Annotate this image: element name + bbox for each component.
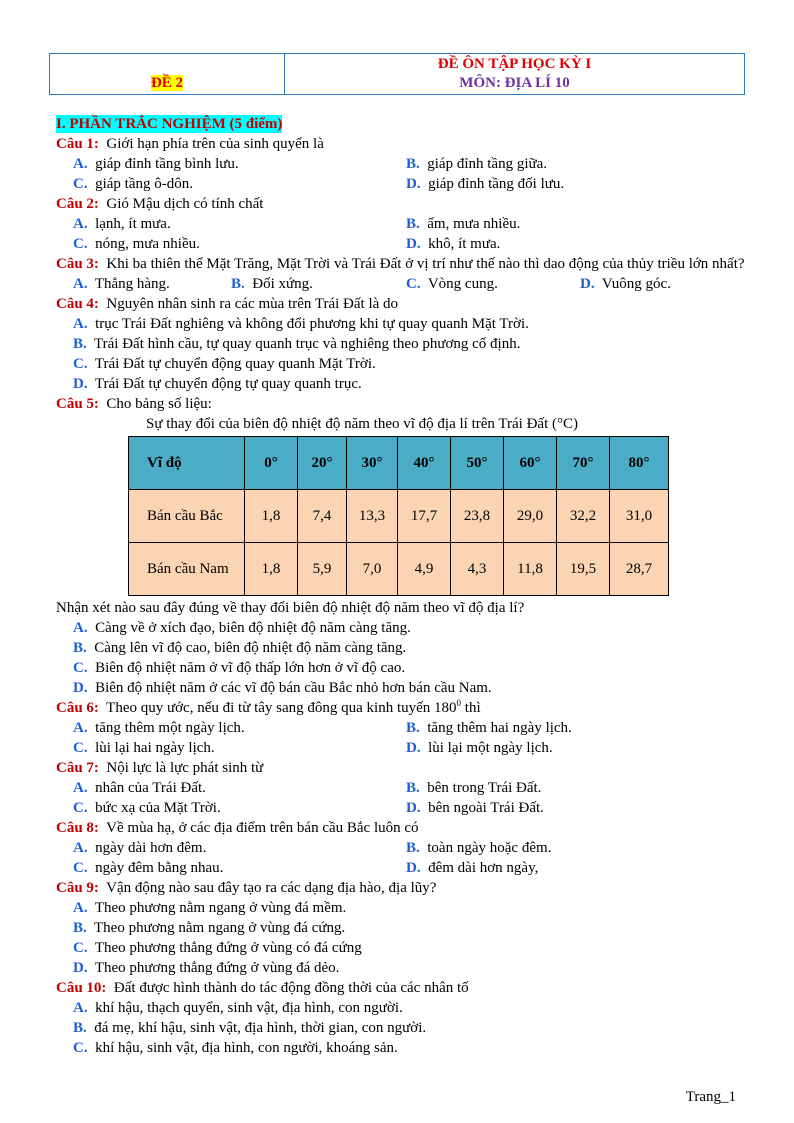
option-d[interactable]: D. bên ngoài Trái Đất. [406, 800, 544, 816]
table-cell: 28,7 [610, 543, 669, 596]
page-number: Trang_1 [685, 1089, 736, 1105]
table-cell: 11,8 [504, 543, 557, 596]
question-text: Cho bảng số liệu: [106, 396, 212, 412]
option-row [56, 858, 746, 878]
option-a[interactable]: A. tăng thêm một ngày lịch. [73, 720, 245, 736]
option-a[interactable]: A. khí hậu, thạch quyển, sinh vật, địa hình, con người. [73, 1000, 403, 1016]
table-row [129, 543, 669, 596]
table-cell: 4,9 [398, 543, 451, 596]
option-c[interactable]: C. ngày đêm bằng nhau. [73, 860, 224, 876]
option-row [56, 314, 746, 334]
table-caption: Sự thay đổi của biên độ nhiệt độ năm theo vĩ độ địa lí trên Trái Đất (°C) [146, 416, 578, 432]
option-a[interactable]: A. Càng về ở xích đạo, biên độ nhiệt độ năm càng tăng. [73, 620, 411, 636]
table-cell: 1,8 [245, 490, 298, 543]
question-text-end: thì [461, 700, 481, 716]
subject-title: MÔN: ĐỊA LÍ 10 [459, 75, 570, 91]
section-line [56, 114, 746, 134]
question-text: Vận động nào sau đây tạo ra các dạng địa hào, địa lũy? [106, 880, 437, 896]
table-cell: 31,0 [610, 490, 669, 543]
option-b[interactable]: B. đá mẹ, khí hậu, sinh vật, địa hình, thời gian, con người. [73, 1020, 427, 1036]
question-text: Về mùa hạ, ở các địa điểm trên bán cầu Bắc luôn có [106, 820, 419, 836]
question-label: Câu 5: [56, 396, 99, 412]
table-cell: 5,9 [298, 543, 347, 596]
option-row [56, 958, 746, 978]
question-1 [56, 134, 746, 154]
question-5 [56, 394, 746, 414]
option-row [56, 354, 746, 374]
question-text: Khi ba thiên thể Mặt Trăng, Mặt Trời và Trái Đất ở vị trí như thế nào thì dao động của thủy triều lớn nhất? [106, 256, 745, 272]
question-label: Câu 4: [56, 296, 99, 312]
table-cell: 13,3 [347, 490, 398, 543]
option-a[interactable]: A. Theo phương nằm ngang ở vùng đá mềm. [73, 900, 347, 916]
table-cell: 32,2 [557, 490, 610, 543]
table-cell: 19,5 [557, 543, 610, 596]
option-d[interactable]: D. khô, ít mưa. [406, 236, 501, 252]
exam-title: ĐỀ ÔN TẬP HỌC KỲ I [437, 56, 592, 72]
question-text: Gió Mậu dịch có tính chất [106, 196, 264, 212]
table-header-cell: 60° [504, 437, 557, 490]
option-b[interactable]: B. Trái Đất hình cầu, tự quay quanh trục và nghiêng theo phương cố định. [73, 336, 521, 352]
option-row [56, 918, 746, 938]
option-row [56, 678, 746, 698]
option-row [56, 798, 746, 818]
option-d[interactable]: D. Trái Đất tự chuyển động tự quay quanh trục. [73, 376, 362, 392]
table-header-cell: 80° [610, 437, 669, 490]
section-title: I. PHẦN TRẮC NGHIỆM (5 điểm) [56, 116, 283, 132]
question-label: Câu 8: [56, 820, 99, 836]
header-box [49, 53, 745, 95]
table-cell: 29,0 [504, 490, 557, 543]
option-row [56, 154, 746, 174]
option-row [56, 334, 746, 354]
question-10 [56, 978, 746, 998]
question-text: Nội lực là lực phát sinh từ [106, 760, 264, 776]
exam-code-cell [50, 54, 285, 94]
option-row [56, 778, 746, 798]
table-cell: 23,8 [451, 490, 504, 543]
table-header-cell: Vĩ độ [129, 437, 245, 490]
option-c[interactable]: C. khí hậu, sinh vật, địa hình, con người, khoáng sản. [73, 1040, 398, 1056]
option-b[interactable]: B. Càng lên vĩ độ cao, biên độ nhiệt độ năm càng tăng. [73, 640, 407, 656]
option-row [56, 718, 746, 738]
option-d[interactable]: D. Theo phương thẳng đứng ở vùng đá dẻo. [73, 960, 340, 976]
superscript: 0 [456, 698, 462, 708]
question-label: Câu 9: [56, 880, 99, 896]
question-7 [56, 758, 746, 778]
option-row [56, 1038, 746, 1058]
option-d[interactable]: D. Vuông góc. [580, 276, 671, 292]
option-d[interactable]: D. đêm dài hơn ngày, [406, 860, 539, 876]
table-row [129, 490, 669, 543]
question-8 [56, 818, 746, 838]
question-label: Câu 10: [56, 980, 107, 996]
option-row [56, 838, 746, 858]
option-c[interactable]: C. Theo phương thẳng đứng ở vùng có đá cứng [73, 940, 362, 956]
question-4 [56, 294, 746, 314]
option-row [56, 1018, 746, 1038]
table-header-cell: 70° [557, 437, 610, 490]
question-label: Câu 7: [56, 760, 99, 776]
option-d[interactable]: D. Biên độ nhiệt năm ở các vĩ độ bán cầu Bắc nhỏ hơn bán cầu Nam. [73, 680, 492, 696]
option-b[interactable]: B. toàn ngày hoặc đêm. [406, 840, 552, 856]
option-a[interactable]: A. giáp đỉnh tầng bình lưu. [73, 156, 239, 172]
table-cell: 7,4 [298, 490, 347, 543]
option-c[interactable]: C. lùi lại hai ngày lịch. [73, 740, 215, 756]
option-b[interactable]: B. Đối xứng. [231, 276, 313, 292]
option-a[interactable]: A. Thẳng hàng. [73, 276, 170, 292]
option-b[interactable]: B. giáp đỉnh tầng giữa. [406, 156, 548, 172]
question-text: Đất được hình thành do tác động đồng thời của các nhân tố [113, 980, 469, 996]
option-a[interactable]: A. lạnh, ít mưa. [73, 216, 171, 232]
option-c[interactable]: C. Trái Đất tự chuyển động quay quanh Mặt Trời. [73, 356, 376, 372]
option-c[interactable]: C. Vòng cung. [406, 276, 498, 292]
table-header-cell: 40° [398, 437, 451, 490]
option-b[interactable]: B. Theo phương nằm ngang ở vùng đá cứng. [73, 920, 346, 936]
option-row [56, 234, 746, 254]
option-row [56, 274, 746, 294]
question-label: Câu 2: [56, 196, 99, 212]
exam-code: ĐỀ 2 [150, 75, 184, 91]
table-header-cell: 30° [347, 437, 398, 490]
option-a[interactable]: A. trục Trái Đất nghiêng và không đổi phương khi tự quay quanh Mặt Trời. [73, 316, 529, 332]
table-cell: 4,3 [451, 543, 504, 596]
option-row [56, 638, 746, 658]
table-header-cell: 20° [298, 437, 347, 490]
option-row [56, 998, 746, 1018]
option-row [56, 658, 746, 678]
option-row [56, 214, 746, 234]
table-header-cell: 0° [245, 437, 298, 490]
title-cell [285, 54, 744, 94]
table-cell: 17,7 [398, 490, 451, 543]
option-c[interactable]: C. nóng, mưa nhiều. [73, 236, 200, 252]
option-row [56, 738, 746, 758]
table-header-cell: 50° [451, 437, 504, 490]
table-cell: Bán cầu Bắc [129, 490, 245, 543]
table-cell: 1,8 [245, 543, 298, 596]
option-row [56, 618, 746, 638]
data-table [128, 436, 669, 596]
option-a[interactable]: A. nhân của Trái Đất. [73, 780, 206, 796]
option-b[interactable]: B. tăng thêm hai ngày lịch. [406, 720, 572, 736]
question-2 [56, 194, 746, 214]
question-prompt: Nhận xét nào sau đây đúng về thay đổi biên độ nhiệt độ năm theo vĩ độ địa lí? [56, 600, 525, 616]
option-row [56, 938, 746, 958]
question-9 [56, 878, 746, 898]
question-text: Nguyên nhân sinh ra các mùa trên Trái Đất là do [106, 296, 399, 312]
option-d[interactable]: D. giáp đỉnh tầng đối lưu. [406, 176, 565, 192]
option-c[interactable]: C. bức xạ của Mặt Trời. [73, 800, 221, 816]
question-6 [56, 698, 746, 718]
option-d[interactable]: D. lùi lại một ngày lịch. [406, 740, 553, 756]
table-cell: 7,0 [347, 543, 398, 596]
option-row [56, 374, 746, 394]
option-row [56, 898, 746, 918]
question-text: Giới hạn phía trên của sinh quyển là [106, 136, 324, 152]
question-label: Câu 1: [56, 136, 99, 152]
option-c[interactable]: C. Biên độ nhiệt năm ở vĩ độ thấp lớn hơn ở vĩ độ cao. [73, 660, 406, 676]
option-row [56, 174, 746, 194]
option-a[interactable]: A. ngày dài hơn đêm. [73, 840, 207, 856]
option-c[interactable]: C. giáp tầng ô-dôn. [73, 176, 193, 192]
option-b[interactable]: B. bên trong Trái Đất. [406, 780, 542, 796]
question-label: Câu 6: [56, 700, 99, 716]
exam-content [56, 114, 746, 1058]
table-header-row [129, 437, 669, 490]
question-3 [56, 254, 746, 274]
table-cell: Bán cầu Nam [129, 543, 245, 596]
option-b[interactable]: B. ẩm, mưa nhiều. [406, 216, 521, 232]
question-label: Câu 3: [56, 256, 99, 272]
question-text: Theo quy ước, nếu đi từ tây sang đông qua kinh tuyến 180 [106, 700, 457, 716]
